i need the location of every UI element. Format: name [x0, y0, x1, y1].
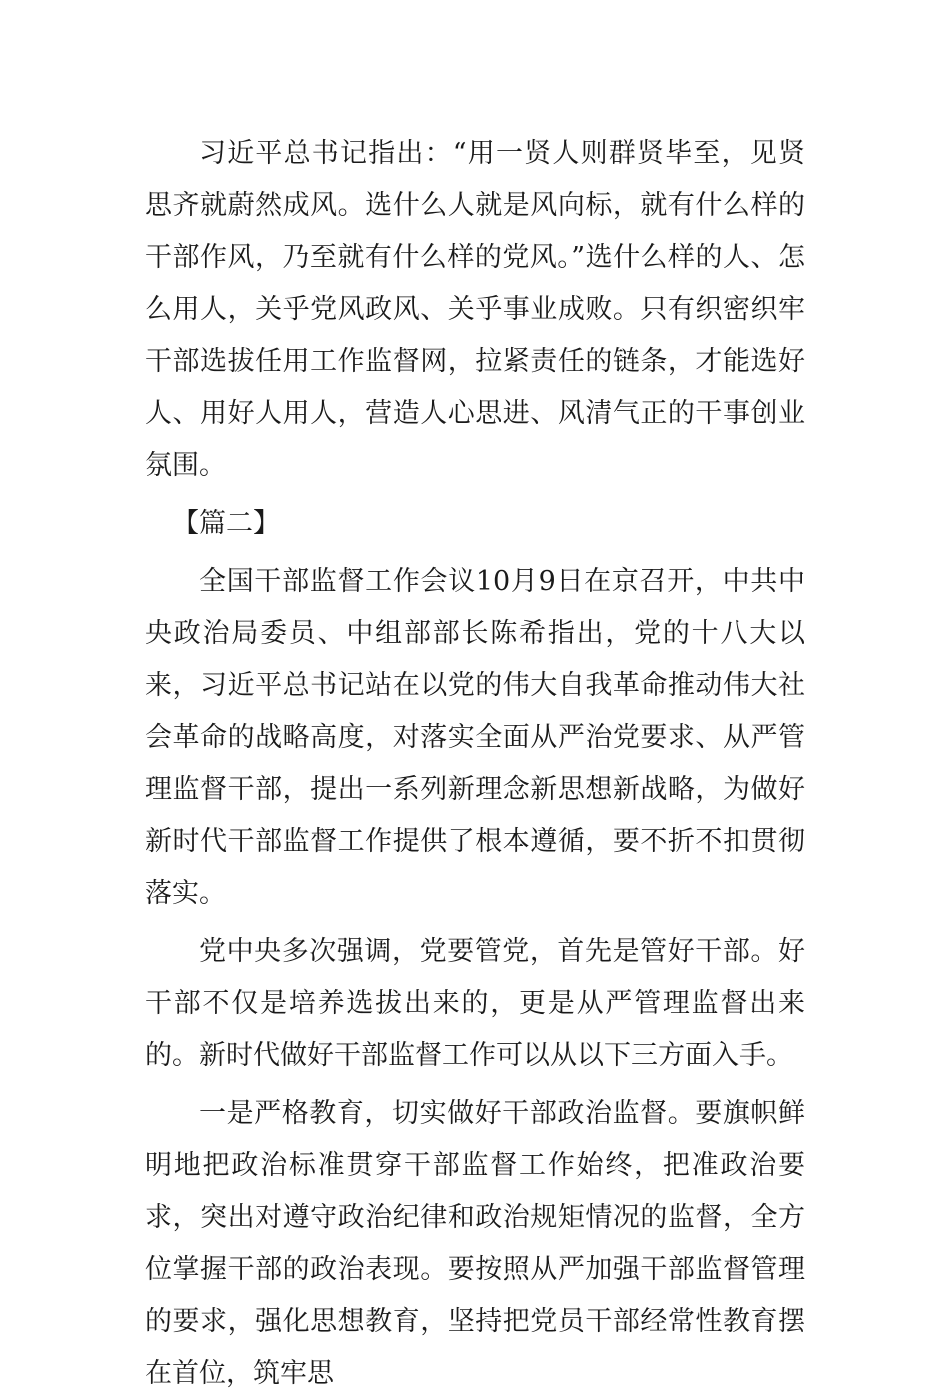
section-heading: 【篇二】: [172, 508, 280, 539]
body-paragraph: 全国干部监督工作会议10月9日在京召开，中共中央政治局委员、中组部部长陈希指出，党的十八大以来，习近平总书记站在以党的伟大自我革命推动伟大社会革命的战略高度，对落实全面从严治党要求、从严管理监督干部，提出一系列新理念新思想新战略，为做好新时代干部监督工作提供了根本遵循，要不折不扣贯彻落实。: [145, 566, 805, 909]
body-paragraph: 习近平总书记指出：“用一贤人则群贤毕至，见贤思齐就蔚然成风。选什么人就是风向标，就有什么样的干部作风，乃至就有什么样的党风。”选什么样的人、怎么用人，关乎党风政风、关乎事业成败。只有织密织牢干部选拔任用工作监督网，拉紧责任的链条，才能选好人、用好人用人，营造人心思进、风清气正的干事创业氛围。: [145, 138, 805, 481]
document-body: [145, 128, 805, 1400]
body-paragraph: 一是严格教育，切实做好干部政治监督。要旗帜鲜明地把政治标准贯穿干部监督工作始终，把准政治要求，突出对遵守政治纪律和政治规矩情况的监督，全方位掌握干部的政治表现。要按照从严加强干部监督管理的要求，强化思想教育，坚持把党员干部经常性教育摆在首位，筑牢思: [145, 1098, 805, 1389]
body-paragraph: 党中央多次强调，党要管党，首先是管好干部。好干部不仅是培养选拔出来的，更是从严管理监督出来的。新时代做好干部监督工作可以从以下三方面入手。: [145, 936, 805, 1071]
